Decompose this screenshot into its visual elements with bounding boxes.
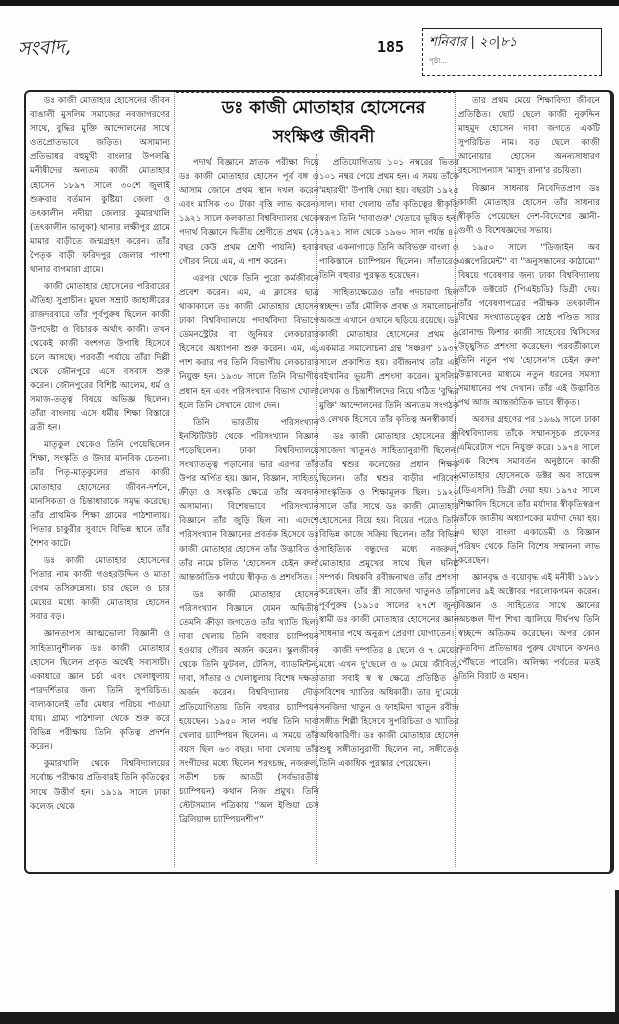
scan-top-edge — [0, 0, 619, 6]
article-column-1 — [30, 94, 170, 869]
newspaper-name-handwritten: সংবাদ, — [17, 35, 72, 61]
scan-right-edge — [615, 890, 619, 1012]
article-column-2 — [179, 156, 319, 869]
article-column-3 — [319, 156, 459, 869]
paragraph: কাজী দম্পতির ৪ ছেলে ও ৭ মেয়ের মধ্যে এখন দু'ছেলে ও ৬ মেয়ে জীবিত, তারা সবাই স্ব স্ব ক্ষেত্রে প্রতিষ্ঠিত ও সবিশেষ খ্যাতির অধিকারী। তার দু'মেয়ে সনজিদা খাতুন ও ফাহমিদা খাতুন রবীন্দ্র সঙ্গীত শিল্পী হিসেবে সুপরিচিতা ও খ্যাতির অধিকারিণী। ডঃ কাজী মোতাহার হোসেন শুধু সঙ্গীতানুরাগী ছিলেন না, সঙ্গীতেও তিনি একাধিক পুরস্কার পেয়েছেন। — [319, 646, 459, 769]
paragraph: অবসর গ্রহণের পর ১৯৬৯ সালে ঢাকা বিশ্ববিদ্যালয় তাঁকে সম্মানসূচক প্রফেসর এমিরেটাস পদে নিযুক্ত করে। ১৯৭৪ সালে এক বিশেষ সমাবর্তন অনুষ্ঠানে কাজী মোতাহার হোসেনকে ডক্টর অব সায়েন্স (ডিএসসি) ডিগ্রী দেয়া হয়। ১৯৭৫ সালে শিক্ষাবিদ হিসেবে তাঁর মর্যাদার স্বীকৃতিস্বরূপ তাঁকে জাতীয় অধ্যাপকের মর্যাদা দেয়া হয়। এ ছাড়া বাংলা একাডেমী ও বিজ্ঞান পরিষদ থেকে তিনি বিশেষ সম্মাননা লাভ করেছেন। — [458, 415, 600, 566]
paragraph: ডঃ কাজী মোতাহার হোসেনের স্ত্রী সাজেদা খাতুনও সাহিত্যানুরাগী ছিলেন। তাঁর শ্বশুর কলেজের প্রধান শিক্ষক ছিলেন। তাঁর শ্বশুর বাড়ীর পরিবেশ সাংস্কৃতিক ও শিক্ষামূলক ছিল। ১৯২০ সালে তাঁর সাথে ডঃ কাজী মোতাহার হোসেনের বিয়ে হয়। বিয়ের পরেও তিনি বিভিন্ন কাজে সক্রিয় ছিলেন। তাঁর বিভিন্ন সাহিত্যিক বন্ধুদের মধ্যে নজরুল, মোতাহার প্রমুখের সাথে ছিল ঘনিষ্ঠ সম্পর্ক। বিশ্বকবি রবীন্দ্রনাথও তাঁর প্রশংসা করেছেন। তাঁর স্ত্রী সাজেদা খাতুনও তাঁর পূর্বপুরুষ (১৯১৫ সালের ২৭শে জুন) স্বামী ডঃ কাজী মোতাহার হোসেনের জ্ঞান সাধনার পথে অনুরূপ প্রেরণা যোগাতেন। — [319, 431, 459, 640]
paragraph: কুমারখালি থেকে বিশ্ববিদ্যালয়ের সর্বোচ্চ পরীক্ষায় প্রতিবারই তিনি কৃতিত্বের সাথে উত্তীর্ণ হন। ১৯১৯ সালে ঢাকা কলেজ থেকে — [30, 759, 170, 812]
date-stamp-sub: পৃষ্ঠা... — [429, 57, 448, 65]
date-stamp-box — [422, 28, 602, 76]
paragraph: বিজ্ঞান সাধনায় নিবেদিতপ্রাণ ডঃ কাজী মোতাহার হোসেন তাঁর সাধনার স্বীকৃতি পেয়েছেন দেশ-বিদেশের জ্ঞানী-গুণী ও বিশেষজ্ঞদের সভায়। — [458, 183, 600, 236]
paragraph: জ্ঞানবৃদ্ধ ও বয়োবৃদ্ধ এই মনীষী ১৯৮১ সালের ৯ই অক্টোবর পরলোকগমন করেন। বিজ্ঞান ও সাহিত্যের সাথে জ্ঞানের অচঞ্চল দীপ শিখা জ্বালিয়ে দীর্ঘপথ তিনি স্বচ্ছন্দে অতিক্রম করেছেন। অপর কোন কৃতবিদ্য প্রতিভাধর পুরুষ যেখানে কখনও পৌঁছতে পারেনি। অলিক্ষ্য পর্বতের মতই তিনি বিরাট ও মহান। — [458, 573, 600, 682]
title-line-2: সংক্ষিপ্ত জীবনী — [272, 127, 375, 147]
scan-bottom-edge — [0, 1012, 619, 1024]
paragraph: প্রতিযোগিতায় ১০১ নম্বরের ভিতর ১০১ নম্বর পেয়ে প্রথম হন। এ সময় তাঁকে 'মহারথী' উপাধি দেয়া হয়। বছরটা ১৯২৫ সাল। দাবা খেলায় তাঁর কৃতিত্বের স্বীকৃতি স্বরূপ তিনি 'দাবাগুরু' খেতাবে ভূষিত হন। ১৯২১ সাল থেকে ১৯৬০ সাল পর্যন্ত ৪০ বছর একনাগাড়ে তিনি অবিভক্ত বাংলা ও পাকিস্তানে চ্যাম্পিয়ন ছিলেন। সাঁতারেও তিনি বহুবার পুরস্কৃত হয়েছেন। — [319, 158, 459, 281]
paragraph: মাতৃকুল থেকেও তিনি পেয়েছিলেন শিক্ষা, সংস্কৃতি ও উদার মানবিক চেতনা। তাঁর পিতৃ-মাতৃকুলের প্রভাব কাজী মোতাহার হোসেনের জীবন-দর্শনে, মানসিকতা ও চিন্তাধারাকে সমৃদ্ধ করেছে। তাঁর প্রাথমিক শিক্ষা গ্রামের পাঠশালায়। পিতার চাকুরীর সুবাদে বিভিন্ন স্থানে তাঁর শৈশব কাটে। — [30, 440, 170, 549]
title-line-1: ডঃ কাজী মোতাহার হোসেনের — [221, 98, 426, 118]
paragraph: ডঃ কাজী মোতাহার হোসেনের জীবন বাঙালী মুসলিম সমাজের নবজাগরণের সাথে, বুদ্ধির মুক্তি আন্দোলনের সাথে ওতপ্রোতভাবে জড়িত। অসামান্য প্রতিভাধর বহুমুখী বাংলার উপলব্ধি মনীষীদের অন্যতম কাজী মোতাহার হোসেন ১৮৯৭ সালে ৩০শে জুলাই শুক্রবার বর্তমান কুষ্টিয়া জেলা ও তৎকালীন নদীয়া জেলার কুমারখালি (তৎকালীন ভালুকা) থানার লক্ষীপুর গ্রামে মামার বাড়ীতে জন্মগ্রহণ করেন। তাঁর পৈতৃক বাড়ী ফরিদপুর জেলার পাংশা থানার বাগমারা গ্রামে। — [30, 96, 170, 276]
date-handwritten: শনিবার | ২০|৮১ — [429, 35, 518, 50]
paragraph: জ্ঞানতাপস আত্মভোলা বিজ্ঞানী ও সাহিত্যানুশীলক ডঃ কাজী মোতাহার হোসেন ছিলেন প্রকৃত অর্থেই সব্যসাচী। একাধারে জ্ঞান চর্চা এবং খেলাধুলায় পারদর্শিতার জন্য তিনি সুপরিচিত। বাল্যকালেই তাঁর মেধার পরিচয় পাওয়া যায়। গ্রাম্য পাঠশালা থেকে শুরু করে বিভিন্ন পরীক্ষায় তিনি কৃতিত্ব প্রদর্শন করেন। — [30, 629, 170, 753]
paragraph: পদার্থ বিজ্ঞানে স্নাতক পরীক্ষা দিয়ে ডঃ কাজী মোতাহার হোসেন পূর্ব বঙ্গ ও আসাম জোনে প্রথম স্থান দখল করেন এবং মাসিক ৩০ টাকা বৃত্তি লাভ করেন। ১৯২১ সালে কলকাতা বিশ্ববিদ্যালয় থেকে পদার্থ বিজ্ঞানে দ্বিতীয় শ্রেণীতে প্রথম (সে বছর কেউ প্রথম শ্রেণী পায়নি) হবার গৌরব নিয়ে এম, এ পাশ করেন। — [179, 158, 319, 267]
paragraph: ডঃ কাজী মোতাহার হোসেনের পিতার নাম কাজী গওহরউদ্দিন ও মাতা বেগম তসিরুন্নেসা। চার ছেলে ও চার মেয়ের মধ্যে কাজী মোতাহার হোসেন সবার বড়। — [30, 556, 170, 623]
paragraph: তিনি ভারতীয় পরিসংখ্যান ইনস্টিটিউট থেকে পরিসংখ্যান বিজ্ঞান পড়েছিলেন। ঢাকা বিশ্ববিদ্যালয়ে সংখ্যাতত্ত্ব পড়ানোর ভার এরপর তাঁর উপর অর্পিত হয়। জ্ঞান, বিজ্ঞান, সাহিত্য, ক্রীড়া ও সংস্কৃতি ক্ষেত্রে তাঁর অবদান অসামান্য। বিশেষভাবে পরিসংখ্যান বিজ্ঞানে তাঁর জুড়ি ছিল না। এদেশে পরিসংখ্যান বিজ্ঞানের প্রবর্তক হিসেবে ডঃ কাজী মোতাহার হোসেন তাঁর উদ্ভাবিত ও তাঁর নামে চলিত 'হোসেনস চেইন রুল' আন্তর্জাতিক পর্যায়ে স্বীকৃত ও প্রশংসিত। — [179, 417, 319, 583]
article-column-4 — [458, 94, 600, 869]
column-divider — [174, 92, 176, 867]
paragraph: তার প্রথম মেয়ে শিক্ষাবিদ্যা জীবনে প্রতিষ্ঠিত। ছোট ছেলে কাজী নুরুদ্দিন মাহমুদ হোসেন দাবা জগতে একটি সুপরিচিত নাম। বড় ছেলে কাজী আনোয়ার হোসেন অনন্যসাধারণ রহস্যোপন্যাস 'মাসুদ রানা'র রচয়িতা। — [458, 96, 600, 177]
paragraph: সাহিত্যক্ষেত্রেও তাঁর পদচারণা ছিল স্বচ্ছন্দ। তাঁর মৌলিক প্রবন্ধ ও সমালোচনা অজস্র এখানে ওখানে ছড়িয়ে রয়েছে। ডঃ কাজী মোতাহার হোসেনের প্রথম ও একমাত্র সমালোচনা গ্রন্থ 'সঞ্চরণ' ১৯৩৭ সালে প্রকাশিত হয়। রবীন্দ্রনাথ তাঁর এই বইখানির ভূয়সী প্রশংসা করেন। মুসলিম লেখক ও চিন্তাশীলদের নিয়ে গঠিত 'বুদ্ধির মুক্তি' আন্দোলনের তিনি অন্যতম সংগঠক ও লেখক হিসেবে তাঁর কৃতিত্ব অনস্বীকার্য। — [319, 287, 459, 425]
paragraph: এরপর থেকে তিনি পুরো কর্মজীবনে প্রবেশ করেন। এম, এ ক্লাসের ছাত্র থাকাকালে ডঃ কাজী মোতাহার হোসেন ঢাকা বিশ্ববিদ্যালয়ে পদার্থবিদ্যা বিভাগে ডেমনস্ট্রেটর বা জুনিয়র লেকচারার হিসেবে অধ্যাপনা শুরু করেন। এম, এ, পাশ করার পর তিনি বিভাগীয় লেকচারার নিযুক্ত হন। ১৯৩৮ সালে তিনি বিভাগীয় প্রধান হন এবং পরিসংখ্যান বিভাগ খোলা হলে তিনি সেখানে যোগ দেন। — [179, 273, 319, 411]
paragraph: ডঃ কাজী মোতাহার হোসেন পরিসংখ্যান বিজ্ঞানে যেমন অদ্বিতীয় তেমনি ক্রীড়া জগতেও তাঁর খ্যাতি ছিল। দাবা খেলায় তিনি বহুবার চ্যাম্পিয়ন হওয়ার গৌরব অর্জন করেন। স্কুলজীবন থেকে তিনি ফুটবল, টেনিস, ব্যাডমিন্টন, দাবা, সাঁতার ও খেলাধুলায় বিশেষ দক্ষতা অর্জন করেন। বিশ্ববিদ্যালয় দৌড় প্রতিযোগিতায় তিনি বহুবার চ্যাম্পিয়ন হয়েছেন। ১৯৫০ সাল পর্যন্ত তিনি দাবা খেলার চ্যাম্পিয়ন ছিলেন। এ সময়ে তাঁর বয়স ছিল ৬৩ বছর। দাবা খেলায় তাঁর সংগীদের মধ্যে ছিলেন শরৎচন্দ্র, নজরুল, সতীশ চন্দ্র আড্ডী (সর্বভারতীয় চ্যাম্পিয়ন) কথান নিজ প্রমুখ। তিনি স্টেটসম্যান পত্রিকায় ''অল ইণ্ডিয়া চেস ব্রিলিয়ান্স চ্যাম্পিয়নশীপ'' — [179, 589, 319, 826]
paragraph: কাজী মোতাহার হোসেনের পরিবারের ঐতিহ্য সুপ্রাচীন। মুঘল সম্রাট জাহাঙ্গীরের রাজদরবারে তাঁর পূর্বপুরুষ ছিলেন কাজী উপদেষ্টা ও বিচারক অর্থাৎ কাজী। তখন থেকেই কাজী বংশগত উপাধি হিসেবে চলে আসছে। পরবর্তী পর্যায়ে তাঁরা দিল্লী থেকে জৌনপুরে এসে বসবাস শুরু করেন। জৌনপুরের বিশিষ্ট আলেম, ধর্ম ও সমাজ-তত্ত্ব বিষয়ে অভিজ্ঞ ছিলেন। তাঁরা বাংলায় এসে ধর্মীয় শিক্ষা বিস্তারে ব্রতী হন। — [30, 282, 170, 434]
article-title — [191, 94, 456, 152]
paragraph: ১৯৫০ সালে ''ডিজাইন অব এক্সপেরিমেন্ট'' বা ''অনুসন্ধানের কাঠামো'' বিষয়ে গবেষণার জন্য ঢাকা বিশ্ববিদ্যালয় তাঁকে ডক্টরেট (পিএইচডি) ডিগ্রী দেয়। তাঁর গবেষণাপত্রের পরীক্ষক তৎকালীন বিশ্বের সংখ্যাতত্ত্বের শ্রেষ্ঠ পণ্ডিত স্যার রোনাল্ড ফিশার কাজী সাহেবের থিসিসের উচ্ছ্বসিত প্রশংসা করেছেন। পরবর্তীকালে তিনি নতুন পথ 'হোসেন'স চেইন রুল' উদ্ভাবনের মাধ্যমে নতুন ধরনের সমস্যা সমাধানের পথ দেখান। তাঁর এই উদ্ভাবিত পথ আজ আন্তর্জাতিক ভাবে স্বীকৃত। — [458, 242, 600, 408]
article-clipping — [24, 90, 614, 874]
page-number: 185 — [377, 38, 405, 56]
